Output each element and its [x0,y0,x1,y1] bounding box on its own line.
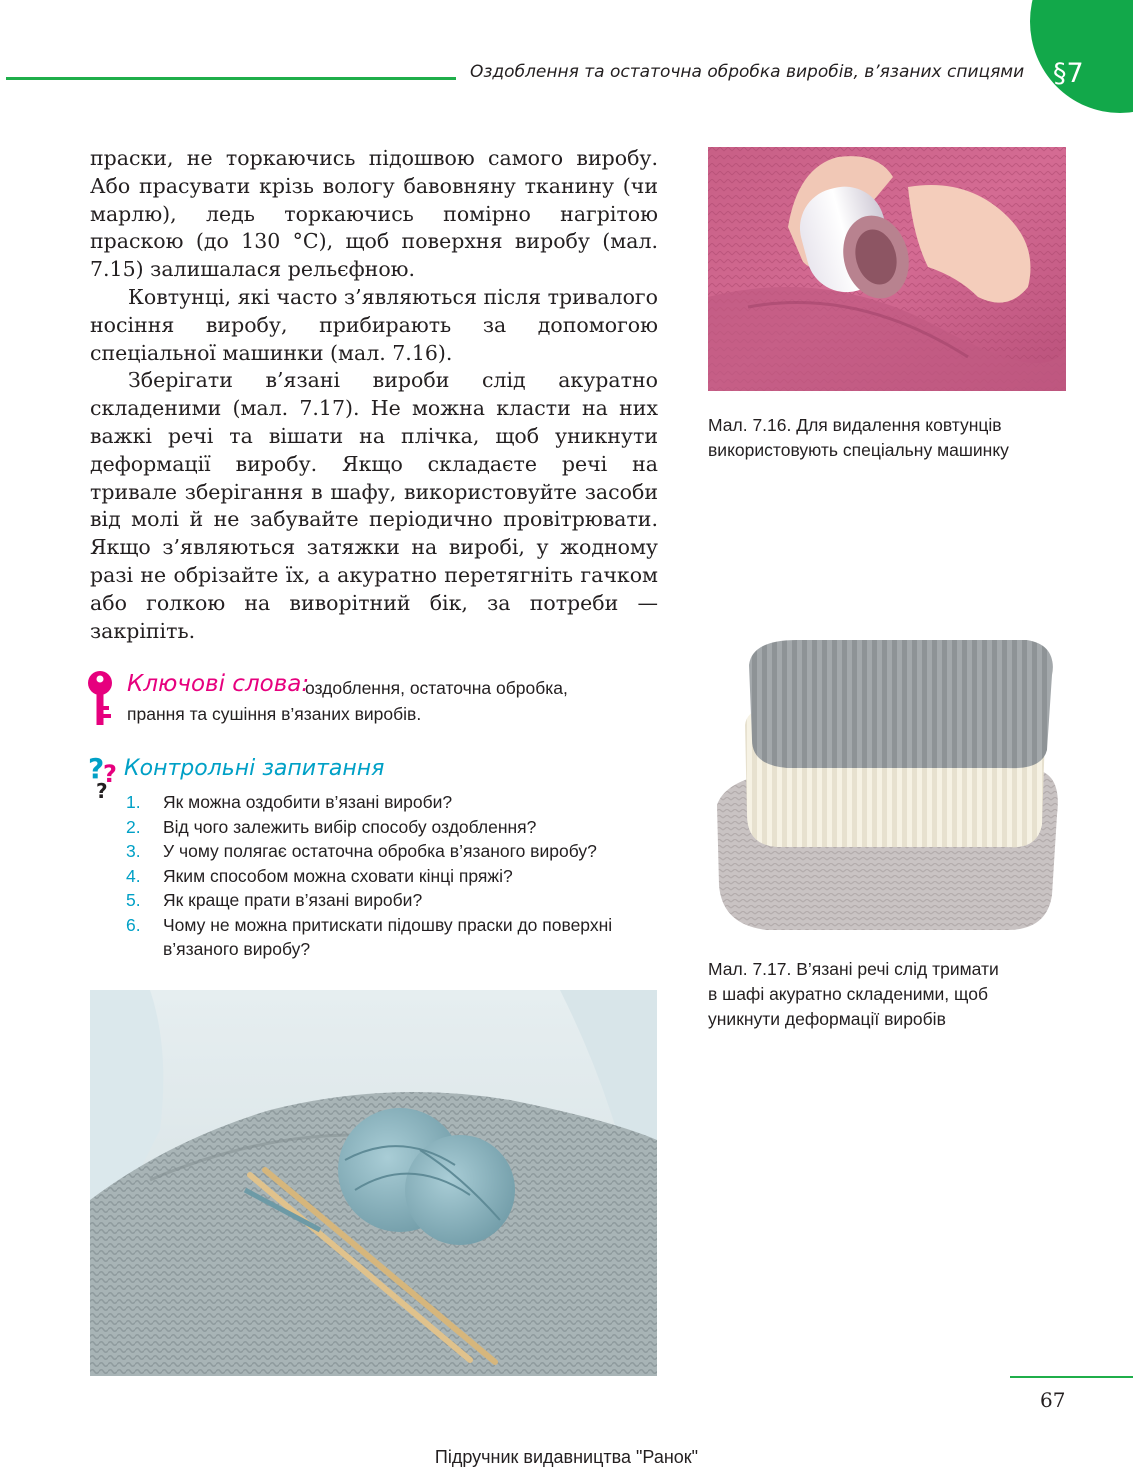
question-text: Як можна оздобити в’язані вироби? [163,792,453,812]
page-number: 67 [1040,1388,1066,1412]
caption-line: в шафі акуратно складеними, щоб [708,984,988,1004]
knitted-blanket-photo [90,990,657,1376]
publisher-credit: Підручник видавництва "Ранок" [434,1447,699,1467]
question-text: У чому полягає остаточна обробка в’язаного виробу? [163,841,597,861]
svg-text:?: ? [96,779,108,800]
question-number: 4. [126,865,141,886]
question-number: 1. [126,792,141,812]
figure-caption-7-17 [708,957,1088,1032]
keywords-text: прання та сушіння в’язаних виробів. [127,704,422,724]
list-item [126,864,661,889]
question-text: Від чого залежить вибір способу оздоблення? [163,816,537,837]
question-number: 3. [126,841,141,861]
list-item [126,913,661,962]
section-badge [1030,0,1133,113]
question-number: 5. [126,890,141,910]
section-number: §7 [1053,58,1084,89]
question-number: 2. [126,816,141,837]
question-text: Чому не можна притискати підошву праски до поверхні в’язаного виробу? [163,914,613,959]
list-item [126,815,661,840]
list-item [126,839,661,864]
questions-list [126,790,661,962]
questions-title: Контрольні запитання [124,756,385,781]
caption-line: уникнути деформації виробів [708,1009,946,1029]
list-item [126,790,661,815]
running-title: Оздоблення та остаточна обробка виробів, в’язаних спицями [470,62,1025,82]
question-marks-icon [88,750,122,800]
svg-text:?: ? [88,752,105,785]
svg-text:?: ? [103,760,117,788]
caption-line: Мал. 7.17. В’язані речі слід тримати [708,959,999,979]
paragraph: праски, не торкаючись підошвою самого виробу. Або прасувати крізь вологу бавовняну тканину (чи марлю), ледь торкаючись помірно нагрітою праскою (до 130 °С), щоб поверхня виробу (мал. 7.15) залишалася рельєфною. [90,146,658,282]
key-icon [87,668,117,728]
footer-rule [1010,1376,1133,1378]
keywords-title: Ключові слова: [127,671,310,697]
folded-knitwear-photo [707,635,1067,935]
header-rule [6,77,456,80]
paragraph: Зберігати в’язані вироби слід акуратно складеними (мал. 7.17). Не можна класти на них важкі речі та вішати на плічка, щоб уникнути деформації виробу. Якщо складаєте речі на тривале зберігання в шафу, використовуйте засоби від молі й не забувайте періодично провітрювати. Якщо з’являються затяжки на виробі, у жодному разі не обрізайте їх, а акуратно перетягніть гачком або голкою на виворітний бік, за потреби — закріпіть. [90,368,658,643]
question-text: Яким способом можна сховати кінці пряжі? [163,865,513,886]
keywords-text: оздоблення, остаточна обробка, [305,678,568,698]
question-text: Як краще прати в’язані вироби? [163,890,423,910]
lint-remover-photo [708,147,1066,391]
caption-line: використовують спеціальну машинку [708,440,1009,460]
main-text [90,145,658,645]
caption-line: Мал. 7.16. Для видалення ковтунців [708,415,1002,435]
figure-caption-7-16 [708,413,1088,463]
question-number: 6. [126,914,141,935]
paragraph: Ковтунці, які часто з’являються після тривалого носіння виробу, прибирають за допомогою спеціальної машинки (мал. 7.16). [90,284,658,365]
list-item [126,888,661,913]
